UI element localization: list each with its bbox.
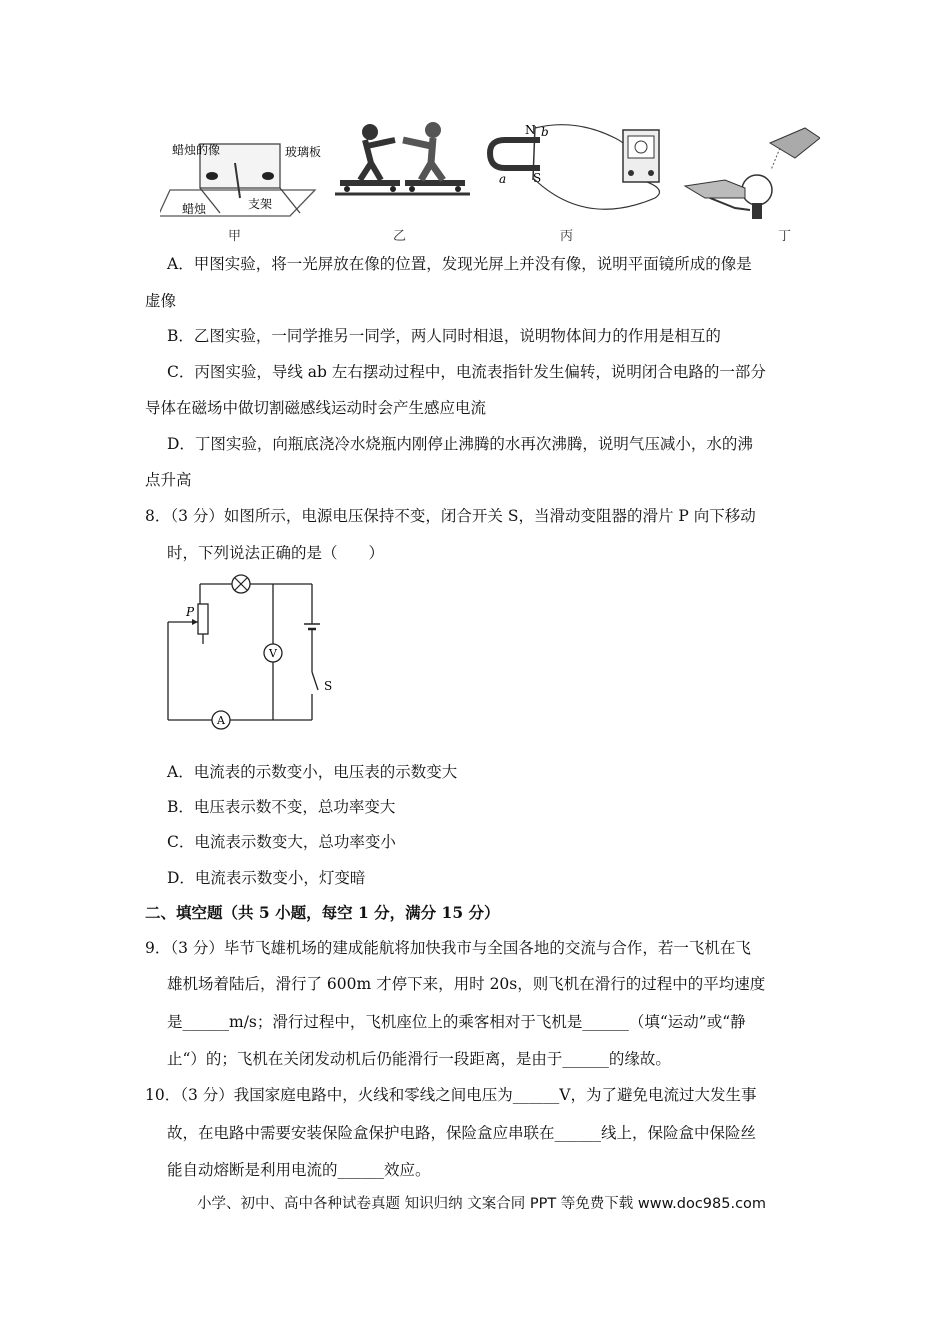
q9-line1: 9．（3 分）毕节飞雄机场的建成能航将加快我市与全国各地的交流与合作，若一飞机在飞: [145, 939, 751, 957]
label-a: A: [217, 714, 225, 727]
q8-option-b: B．电压表示数不变，总功率变大: [167, 798, 396, 816]
q8-circuit-diagram: [160, 572, 340, 732]
caption-yi: 乙: [393, 229, 407, 243]
q7-option-a-line2: 虚像: [145, 292, 177, 310]
jia-label-image: 蜡烛的像: [172, 143, 221, 157]
page-footer: 小学、初中、高中各种试卷真题 知识归纳 文案合同 PPT 等免费下载 www.doc985.com: [197, 1196, 767, 1212]
bing-label-a: a: [499, 172, 507, 186]
figure-bing: [490, 123, 660, 243]
q7-option-d-line2: 点升高: [145, 471, 192, 489]
q7-option-c-line2: 导体在磁场中做切割磁感线运动时会产生感应电流: [145, 399, 487, 417]
bing-label-b: b: [541, 125, 549, 139]
experiment-figures: [160, 118, 820, 243]
q8-option-a: A．电流表的示数变小，电压表的示数变大: [167, 763, 458, 781]
jia-label-stand: 支架: [248, 197, 273, 211]
label-s: S: [324, 679, 333, 693]
figure-yi: [335, 122, 470, 243]
caption-ding: 丁: [778, 229, 792, 243]
section-heading: 二、填空题（共 5 小题，每空 1 分，满分 15 分）: [145, 903, 500, 922]
q10-line2: 故，在电路中需要安装保险盒保护电路，保险盒应串联在______线上，保险盒中保险丝: [167, 1124, 757, 1142]
bing-label-s: S: [533, 171, 542, 185]
q9-line2: 雄机场着陆后，滑行了 600m 才停下来，用时 20s，则飞机在滑行的过程中的平均速度: [167, 975, 766, 993]
q10-line3: 能自动熔断是利用电流的______效应。: [167, 1161, 431, 1179]
switch-symbol: [312, 672, 318, 690]
q8-option-d: D．电流表示数变小，灯变暗: [167, 869, 366, 887]
caption-jia: 甲: [228, 229, 242, 243]
figure-ding: [685, 128, 820, 243]
label-p: P: [186, 605, 195, 619]
q9-line3: 是______m/s；滑行过程中，飞机座位上的乘客相对于飞机是______（填“运动”或“静: [167, 1013, 746, 1031]
figure-jia: [160, 142, 321, 243]
label-v: V: [269, 647, 277, 660]
q7-option-c-line1: C．丙图实验，导线 ab 左右摆动过程中，电流表指针发生偏转，说明闭合电路的一部分: [167, 363, 766, 381]
q8-option-c: C．电流表示数变大，总功率变小: [167, 833, 396, 851]
q8-stem-line1: 8．（3 分）如图所示，电源电压保持不变，闭合开关 S，当滑动变阻器的滑片 P 向下移动: [145, 507, 756, 525]
jia-label-glass: 玻璃板: [285, 145, 322, 159]
q7-option-b: B．乙图实验，一同学推另一同学，两人同时相退，说明物体间力的作用是相互的: [167, 327, 721, 345]
q7-option-a-line1: A．甲图实验，将一光屏放在像的位置，发现光屏上并没有像，说明平面镜所成的像是: [167, 255, 752, 273]
q9-line4: 止“）的；飞机在关闭发动机后仍能滑行一段距离，是由于______的缘故。: [167, 1050, 671, 1068]
q8-stem-line2: 时，下列说法正确的是（ ）: [167, 544, 385, 562]
bing-label-n: N: [525, 123, 536, 137]
q10-line1: 10．（3 分）我国家庭电路中，火线和零线之间电压为______V，为了避免电流过大发生事: [145, 1086, 757, 1104]
q7-option-d-line1: D．丁图实验，向瓶底浇冷水烧瓶内刚停止沸腾的水再次沸腾，说明气压减小，水的沸: [167, 435, 753, 453]
jia-label-candle: 蜡烛: [182, 202, 207, 216]
rheostat-symbol: [198, 604, 208, 634]
caption-bing: 丙: [560, 229, 574, 243]
